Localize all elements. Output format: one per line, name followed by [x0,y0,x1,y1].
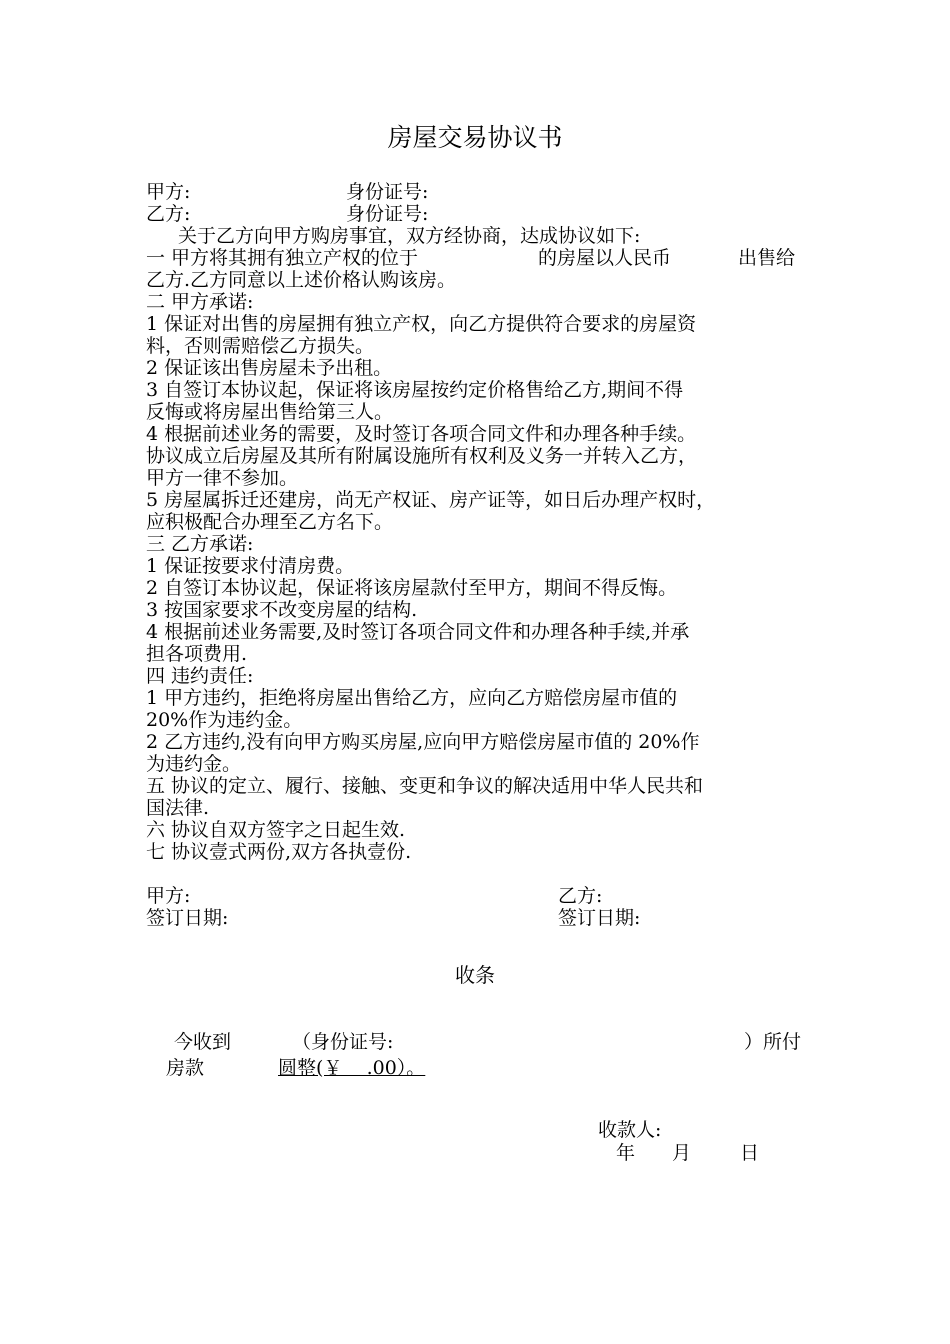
signature-party-row [146,885,826,907]
section-4-line: 20%作为违约金。 [146,709,303,731]
section-4-line: 2 乙方违约,没有向甲方购买房屋,应向甲方赔偿房屋市值的 20%作 [146,731,700,753]
section-4-line: 为违约金。 [146,753,242,775]
party-b-label: 乙方: [146,203,191,225]
section-3-line: 4 根据前述业务需要,及时签订各项合同文件和办理各种手续,并承 [146,621,690,643]
signature-party-b: 乙方: [558,885,603,907]
agreement-body [146,181,826,929]
signature-date-b: 签订日期: [558,907,641,929]
clause-1-line-2: 乙方.乙方同意以上述价格认购该房。 [146,269,457,291]
receipt-received-from: 今收到 [174,1031,232,1053]
receipt-line-2 [166,1055,816,1081]
section-3-line: 担各项费用. [146,643,248,665]
section-2-line: 1 保证对出售的房屋拥有独立产权，向乙方提供符合要求的房屋资 [146,313,697,335]
party-b-id-label: 身份证号: [346,203,429,225]
section-3-line: 3 按国家要求不改变房屋的结构. [146,599,418,621]
section-6-text: 六 协议自双方签字之日起生效. [146,819,406,841]
section-2-line: 2 保证该出售房屋未予出租。 [146,357,393,379]
receipt-year: 年 [616,1142,636,1164]
party-a-label: 甲方: [146,181,191,203]
section-3-line: 2 自签订本协议起，保证将该房屋款付至甲方，期间不得反悔。 [146,577,678,599]
party-a-id-label: 身份证号: [346,181,429,203]
section-3-line: 1 保证按要求付清房费。 [146,555,355,577]
party-a-row [146,181,826,203]
signature-date-a: 签订日期: [146,907,229,929]
section-2-line: 反悔或将房屋出售给第三人。 [146,401,394,423]
section-5-line: 国法律. [146,797,210,819]
receipt-paid-for: ）所付 [744,1031,802,1053]
section-2-line: 协议成立后房屋及其所有附属设施所有权利及义务一并转入乙方， [146,445,698,467]
receipt-title: 收条 [455,963,495,987]
receipt-line-1 [166,1029,816,1055]
section-4-heading: 四 违约责任: [146,665,254,687]
section-3-heading: 三 乙方承诺: [146,533,254,555]
section-2-line: 料，否则需赔偿乙方损失。 [146,335,375,357]
intro-text: 关于乙方向甲方购房事宜，双方经协商，达成协议如下: [178,225,641,247]
section-2-line: 5 房屋属拆迁还建房，尚无产权证、房产证等，如日后办理产权时， [146,489,716,511]
party-b-row [146,203,826,225]
receipt-payee-label: 收款人: [598,1119,662,1141]
section-2-line: 4 根据前述业务的需要，及时签订各项合同文件和办理各种手续。 [146,423,697,445]
receipt-month: 月 [672,1142,692,1164]
section-2-heading: 二 甲方承诺: [146,291,254,313]
clause-1-line-1 [146,247,826,269]
signature-party-a: 甲方: [146,885,191,907]
clause-1-part-c: 出售给 [738,247,796,269]
section-2-line: 甲方一律不参加。 [146,467,299,489]
signature-date-row [146,907,826,929]
section-4-line: 1 甲方违约，拒绝将房屋出售给乙方，应向乙方赔偿房屋市值的 [146,687,678,709]
receipt-body [166,1029,816,1081]
clause-1-part-a: 一 甲方将其拥有独立产权的位于 [146,247,419,269]
receipt-day: 日 [740,1142,760,1164]
receipt-id-open: （身份证号: [292,1031,394,1053]
section-2-line: 应积极配合办理至乙方名下。 [146,511,394,533]
clause-1-part-b: 的房屋以人民币 [538,247,672,269]
document-title: 房屋交易协议书 [387,123,563,152]
receipt-payment-label: 房款 [166,1057,205,1079]
section-7-text: 七 协议壹式两份,双方各执壹份. [146,841,412,863]
section-5-line: 五 协议的定立、履行、接触、变更和争议的解决适用中华人民共和 [146,775,704,797]
section-2-line: 3 自签订本协议起，保证将该房屋按约定价格售给乙方,期间不得 [146,379,684,401]
receipt-amount: 圆整(￥ .00）。 [278,1057,426,1079]
